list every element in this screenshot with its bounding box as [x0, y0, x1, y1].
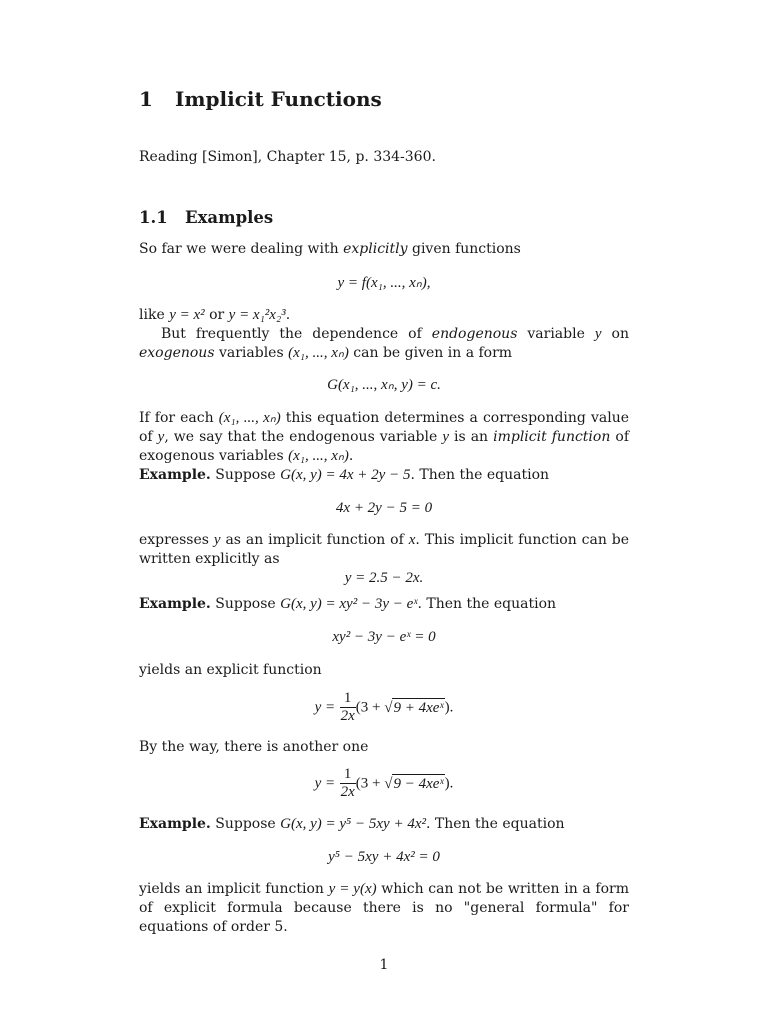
paragraph-implicit-definition — [139, 409, 629, 466]
text-run: . Then the equation — [417, 596, 557, 612]
example-label: Example. — [139, 816, 211, 832]
section-heading — [139, 87, 629, 111]
math-inline: y — [157, 429, 165, 445]
text-run: . Then the equation — [426, 816, 565, 832]
example-2-solution-plus — [139, 690, 629, 725]
text-run: variable — [517, 326, 595, 342]
text-run: expresses — [139, 532, 214, 548]
page-number: 1 — [379, 957, 389, 973]
math-inline: ). — [444, 775, 454, 792]
math-inline: G(x, y) = 4x + 2y − 5 — [280, 467, 411, 483]
math-inline: G(x, y) = xy² − 3y − eˣ — [280, 596, 418, 612]
section-title: Implicit Functions — [175, 87, 382, 111]
text-run: variables — [214, 345, 289, 361]
example-1-explicit: y = 2.5 − 2x. — [344, 570, 424, 586]
text-run: . Then the equation — [410, 467, 550, 483]
math-inline: y = x₁²x₂³ — [228, 307, 286, 323]
math-inline: y — [594, 326, 602, 342]
text-run: But frequently the dependence of — [161, 326, 432, 342]
math-inline: (x₁, ..., xₙ) — [218, 410, 281, 426]
text-run: like — [139, 307, 170, 323]
emphasis: explicitly — [343, 241, 408, 257]
text-run: of exogenous variables — [139, 429, 629, 464]
text-run: given functions — [407, 241, 521, 257]
fraction-numerator: 1 — [343, 690, 352, 706]
text-run: . — [285, 307, 291, 323]
fraction-denominator: 2x — [340, 708, 355, 724]
radical-sign: √ — [384, 775, 393, 792]
section-number: 1 — [139, 87, 153, 111]
text-run: Suppose — [210, 816, 281, 832]
text-run: is an — [448, 429, 494, 445]
subsection-title: Examples — [185, 208, 274, 227]
text-run: which can not be written in a form of explicit formula because there is no "general formula" for equations of order 5. — [139, 881, 629, 935]
equation-implicit-form: G(x₁, ..., xₙ, y) = c. — [327, 377, 441, 393]
example-1-explanation — [139, 531, 629, 569]
radicand: 9 + 4xeˣ — [393, 699, 444, 716]
fraction — [340, 690, 356, 725]
example-1-intro — [139, 466, 629, 485]
math-inline: y — [213, 532, 221, 548]
math-inline: ). — [444, 699, 454, 716]
text-run: as an implicit function of — [220, 532, 409, 548]
math-inline: x — [408, 532, 416, 548]
math-inline: (x₁, ..., xₙ) — [288, 448, 349, 464]
text-run: If for each — [139, 410, 219, 426]
text-run: on — [601, 326, 629, 342]
text-run: or — [204, 307, 229, 323]
example-3-equation: y⁵ − 5xy + 4x² = 0 — [328, 849, 440, 865]
like-line — [139, 306, 629, 325]
subsection-number: 1.1 — [139, 208, 168, 227]
square-root — [384, 774, 444, 794]
paragraph-endogenous — [139, 325, 629, 363]
paragraph-explicit — [139, 240, 629, 259]
math-inline: y = — [314, 775, 336, 792]
math-inline: (3 + — [355, 699, 385, 716]
math-inline: y = x² — [169, 307, 205, 323]
example-2-intro — [139, 595, 629, 614]
example-2-equation: xy² − 3y − eˣ = 0 — [332, 629, 436, 645]
example-label: Example. — [139, 596, 211, 612]
math-inline: y — [442, 429, 449, 445]
fraction-denominator: 2x — [340, 784, 355, 800]
example-2-solution-minus — [139, 766, 629, 801]
example-1-equation: 4x + 2y − 5 = 0 — [335, 500, 433, 516]
example-2-text-1: yields an explicit function — [139, 662, 322, 678]
reading-line: Reading [Simon], Chapter 15, p. 334-360. — [139, 149, 436, 165]
math-inline: y = — [314, 699, 336, 716]
text-run: . This implicit function can be written explicitly as — [139, 532, 629, 567]
math-inline: (3 + — [355, 775, 385, 792]
example-3-explanation — [139, 880, 629, 937]
example-2-text-2: By the way, there is another one — [139, 739, 369, 755]
fraction — [340, 766, 356, 801]
square-root — [384, 698, 444, 718]
equation-explicit: y = f(x₁, ..., xₙ), — [337, 275, 431, 291]
text-run: can be given in a form — [348, 345, 513, 361]
radicand: 9 − 4xeˣ — [393, 775, 444, 792]
emphasis: endogenous — [431, 326, 518, 342]
fraction-numerator: 1 — [343, 766, 352, 782]
subsection-heading — [139, 208, 629, 227]
text-run: yields an implicit function — [139, 881, 329, 897]
math-inline: (x₁, ..., xₙ) — [288, 345, 349, 361]
math-inline: y = y(x) — [328, 881, 377, 897]
text-run: Suppose — [210, 596, 281, 612]
text-run: . — [348, 448, 354, 464]
emphasis: exogenous — [139, 345, 215, 361]
text-run: this equation determines a corresponding value of — [139, 410, 629, 445]
radical-sign: √ — [384, 699, 393, 716]
math-inline: G(x, y) = y⁵ − 5xy + 4x² — [280, 816, 426, 832]
text-run: , we say that the endogenous variable — [164, 429, 443, 445]
text-run: So far we were dealing with — [139, 241, 344, 257]
text-run: Suppose — [210, 467, 281, 483]
emphasis: implicit function — [493, 429, 611, 445]
example-label: Example. — [139, 467, 211, 483]
example-3-intro — [139, 815, 629, 834]
